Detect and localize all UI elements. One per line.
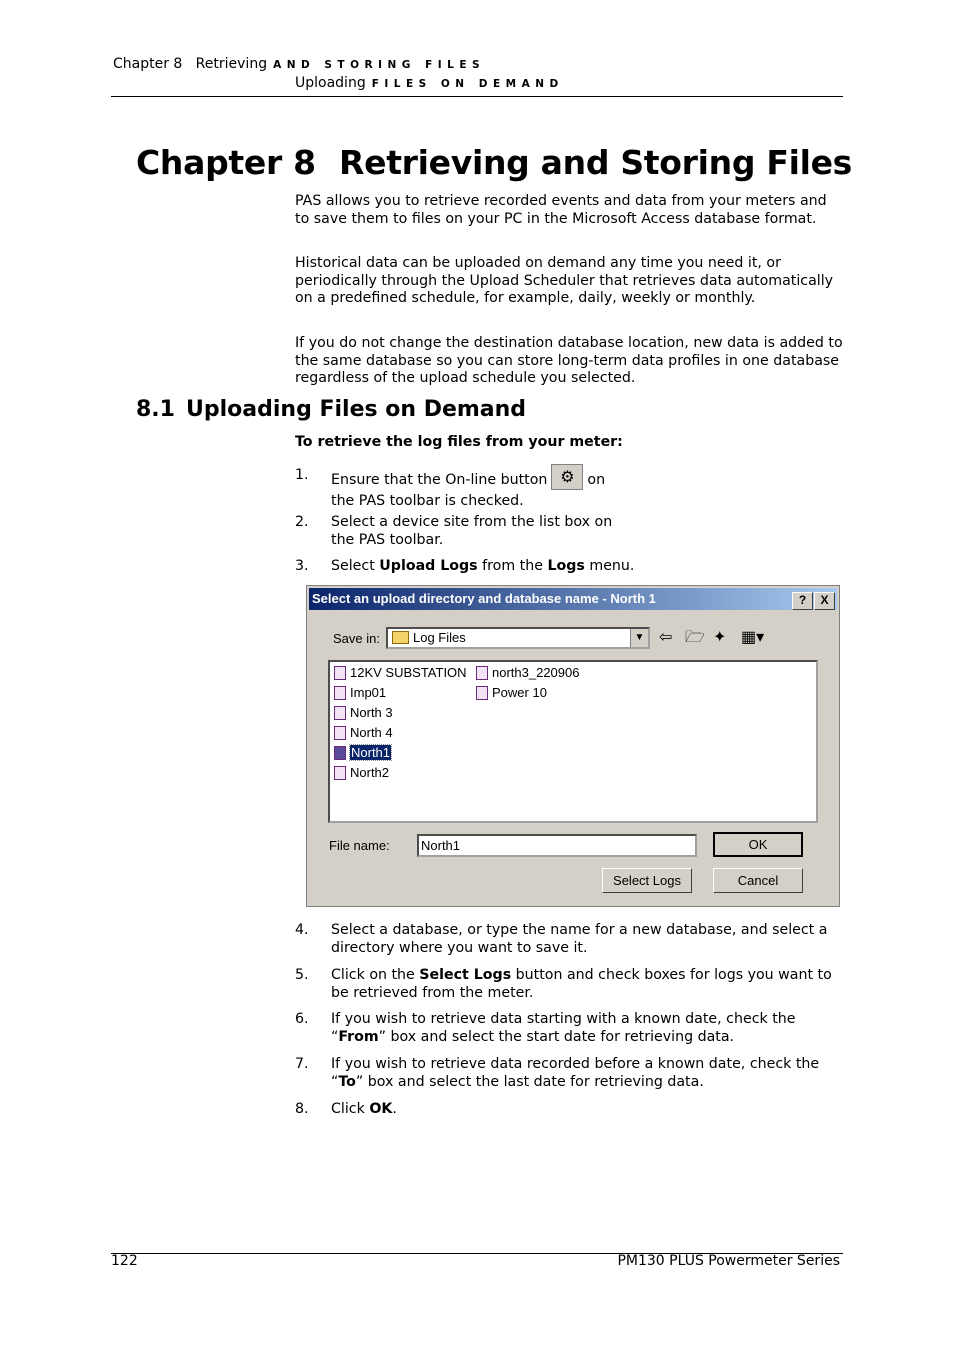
step-text (331, 1101, 835, 1119)
step-text-bold: OK (369, 1101, 393, 1117)
file-label: 12KV SUBSTATION (350, 665, 467, 680)
step-text-part: If you wish to retrieve data recorded before a known date, check the “ (331, 1056, 820, 1090)
step-text-bold: To (338, 1073, 356, 1090)
list-item[interactable] (334, 664, 467, 682)
step-text-part: the PAS toolbar. (331, 531, 444, 548)
file-label: north3_220906 (492, 665, 580, 680)
database-file-icon (334, 686, 346, 700)
database-file-icon (476, 686, 488, 700)
header-rule (111, 96, 843, 97)
file-label: North1 (351, 745, 391, 760)
file-label: North2 (350, 765, 390, 780)
step-text-part: button and check boxes for logs you want to be retrieved from the meter. (331, 967, 837, 1001)
step-item (295, 922, 835, 957)
footer-product: PM130 PLUS Powermeter Series (617, 1253, 840, 1269)
database-file-icon (334, 746, 346, 760)
step-number: 4. (295, 922, 309, 938)
step-text-part: . (392, 1101, 397, 1117)
step-item (295, 467, 835, 511)
database-file-icon (476, 666, 488, 680)
help-button[interactable]: ? (792, 592, 813, 610)
section-title-text: Uploading Files on Demand (186, 397, 527, 422)
step-number: 6. (295, 1011, 309, 1027)
dialog-title-bar (309, 588, 837, 610)
new-folder-icon[interactable]: ✦ (713, 629, 727, 646)
step-number: 5. (295, 967, 309, 983)
section-title (136, 397, 526, 422)
dialog-title: Select an upload directory and database name - North 1 (312, 591, 656, 606)
step-text (331, 467, 835, 511)
up-folder-icon[interactable]: 🗁 (685, 629, 705, 646)
file-name-input[interactable]: North1 (417, 834, 697, 857)
step-text-part: the PAS toolbar is checked. (331, 493, 524, 509)
save-in-label: Save in: (333, 631, 380, 646)
intro-paragraph: PAS allows you to retrieve recorded events and data from your meters and to save them to files on your PC in the Microsoft Access database format. (295, 193, 827, 227)
file-label: Imp01 (350, 685, 387, 700)
select-logs-button[interactable]: Select Logs (602, 868, 692, 893)
step-text (331, 967, 835, 1002)
chevron-down-icon[interactable]: ▼ (630, 629, 648, 647)
database-file-icon (334, 706, 346, 720)
running-header-line2 (295, 75, 564, 91)
step-number: 1. (295, 467, 309, 483)
page-number: 122 (111, 1253, 138, 1269)
step-number: 8. (295, 1101, 309, 1117)
chapter-title-text: Retrieving and Storing Files (339, 143, 853, 182)
file-name-label: File name: (329, 838, 390, 853)
folder-icon (392, 631, 409, 644)
header-prefix-2: Uploading (295, 75, 366, 91)
step-text (331, 514, 835, 549)
list-item[interactable] (334, 704, 393, 722)
step-number: 7. (295, 1056, 309, 1072)
step-text-part: on (587, 472, 606, 488)
list-item[interactable] (476, 684, 547, 702)
list-item[interactable] (476, 664, 579, 682)
intro-paragraph: If you do not change the destination database location, new data is added to the same database so you can store long-term data profiles in one database regardless of the upload schedule you selected. (295, 335, 843, 386)
chapter-title (136, 143, 852, 182)
step-text (331, 1011, 835, 1046)
save-in-combobox[interactable] (386, 627, 650, 649)
header-caps-2: FILES ON DEMAND (371, 78, 564, 90)
close-button[interactable]: X (814, 592, 835, 610)
step-text-part: Ensure that the On-line button (331, 472, 548, 488)
header-prefix: Chapter 8 Retrieving (113, 56, 268, 72)
step-text: Select a database, or type the name for a new database, and select a directory where you want to save it. (331, 922, 828, 956)
back-icon[interactable]: ⇦ (659, 629, 673, 646)
file-label: North 3 (350, 705, 393, 720)
upload-dialog (306, 585, 840, 907)
step-text-part: Select (331, 558, 380, 574)
step-text-part: Select a device site from the list box on (331, 514, 613, 530)
file-label: Power 10 (492, 685, 547, 700)
list-item[interactable] (334, 684, 386, 702)
cancel-button[interactable]: Cancel (713, 868, 803, 893)
running-header-line1 (113, 56, 485, 72)
procedure-heading: To retrieve the log files from your meter: (295, 434, 623, 450)
step-number: 3. (295, 558, 309, 574)
step-item (295, 1056, 835, 1091)
list-item-selected[interactable] (334, 744, 391, 762)
ok-button[interactable]: OK (713, 832, 803, 857)
step-text (331, 558, 835, 576)
view-menu-icon[interactable]: ▦▾ (741, 629, 765, 646)
save-in-value: Log Files (413, 630, 466, 645)
chapter-number: Chapter 8 (136, 143, 316, 182)
step-item (295, 1101, 835, 1119)
step-number: 2. (295, 514, 309, 530)
file-label: North 4 (350, 725, 393, 740)
database-file-icon (334, 766, 346, 780)
step-text-part: Click on the (331, 967, 420, 983)
step-item (295, 514, 835, 549)
file-list[interactable] (328, 660, 818, 823)
step-text-bold: Logs (547, 558, 585, 574)
intro-paragraph: Historical data can be uploaded on demand any time you need it, or periodically through the Upload Scheduler that retrieves data automatically on a predefined schedule, for example, daily, weekly or monthly. (295, 255, 834, 306)
step-text-part: menu. (584, 558, 635, 574)
step-text-bold: From (338, 1028, 379, 1045)
step-item (295, 967, 835, 1002)
step-text-part: from the (477, 558, 548, 574)
step-text-part: If you wish to retrieve data starting with a known date, check the “ (331, 1011, 796, 1045)
database-file-icon (334, 666, 346, 680)
online-button-icon: ⚙ (551, 464, 583, 490)
section-number: 8.1 (136, 397, 175, 422)
step-text-bold: Select Logs (419, 967, 512, 983)
database-file-icon (334, 726, 346, 740)
step-item (295, 558, 835, 576)
list-item[interactable] (334, 724, 393, 742)
list-item[interactable] (334, 764, 389, 782)
step-text (331, 1056, 835, 1091)
step-text-part: ” box and select the last date for retrieving data. (355, 1073, 704, 1090)
step-text-part: Click (331, 1101, 370, 1117)
header-caps: AND STORING FILES (273, 59, 486, 71)
step-text-part: ” box and select the start date for retrieving data. (378, 1028, 735, 1045)
step-item (295, 1011, 835, 1046)
step-text-bold: Upload Logs (379, 558, 478, 574)
